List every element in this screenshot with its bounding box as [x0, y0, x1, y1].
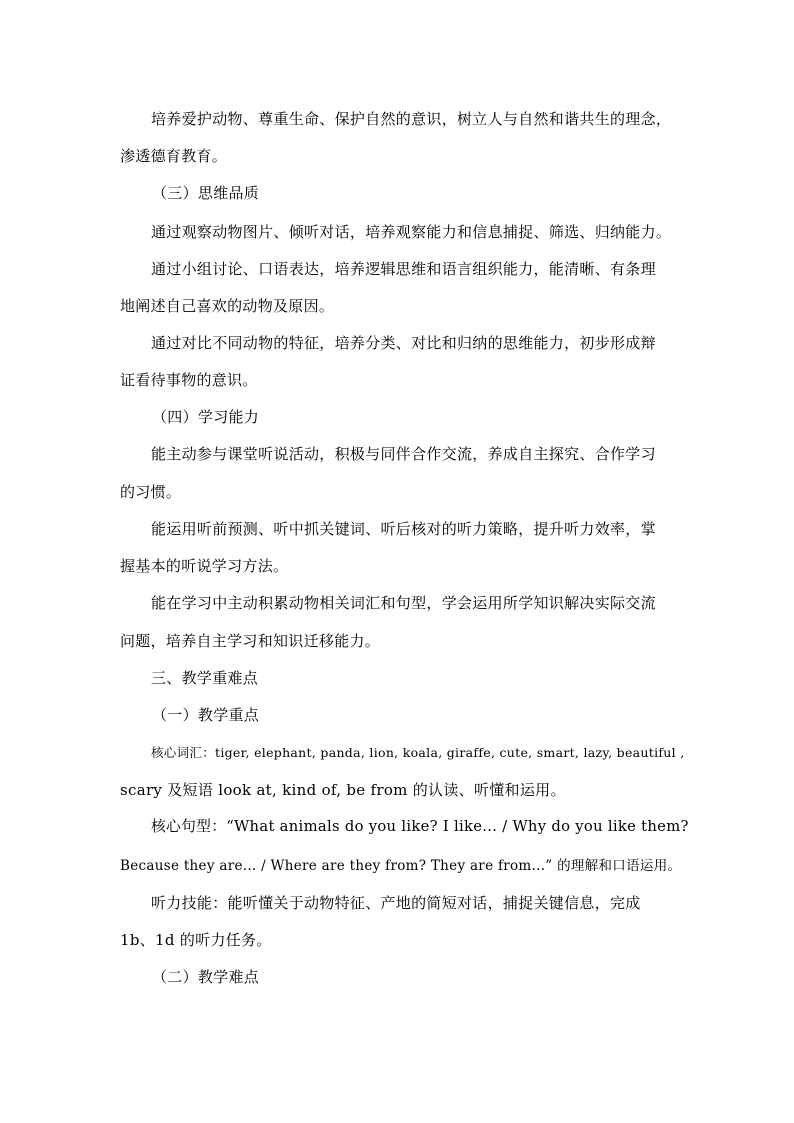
paragraph-line: 通过小组讨论、口语表达，培养逻辑思维和语言组织能力，能清晰、有条理 [151, 260, 656, 278]
section-heading: （三）思维品质 [152, 184, 260, 202]
section-heading: （一）教学重点 [152, 706, 260, 724]
paragraph-line: 听力技能：能听懂关于动物特征、产地的简短对话，捕捉关键信息，完成 [151, 894, 641, 912]
paragraph-line: 通过观察动物图片、倾听对话，培养观察能力和信息捕捉、筛选、归纳能力。 [151, 223, 672, 241]
chapter-heading: 三、教学重难点 [151, 669, 259, 687]
section-heading: （四）学习能力 [152, 408, 260, 426]
paragraph-line: 握基本的听说学习方法。 [120, 557, 289, 575]
section-heading: （二）教学难点 [152, 968, 260, 986]
paragraph-line: 核心词汇：tiger, elephant, panda, lion, koala, giraffe, cute, smart, lazy, beautiful , [151, 745, 685, 760]
paragraph-line: 1b、1d 的听力任务。 [120, 931, 272, 949]
paragraph-line: 渗透德育教育。 [120, 147, 228, 165]
paragraph-line: 问题，培养自主学习和知识迁移能力。 [120, 632, 381, 650]
paragraph-line: 培养爱护动物、尊重生命、保护自然的意识，树立人与自然和谐共生的理念， [151, 110, 672, 128]
paragraph-line: 地阐述自己喜欢的动物及原因。 [120, 297, 335, 315]
paragraph-line: scary 及短语 look at, kind of, be from 的认读、听懂和运用。 [120, 781, 566, 799]
paragraph-line: 证看待事物的意识。 [120, 371, 258, 389]
paragraph-line: 能在学习中主动积累动物相关词汇和句型，学会运用所学知识解决实际交流 [151, 594, 656, 612]
paragraph-line: 的习惯。 [120, 483, 182, 501]
paragraph-line: 能运用听前预测、听中抓关键词、听后核对的听力策略，提升听力效率，掌 [151, 520, 656, 538]
paragraph-line: 通过对比不同动物的特征，培养分类、对比和归纳的思维能力，初步形成辩 [151, 334, 656, 352]
paragraph-line: 能主动参与课堂听说活动，积极与同伴合作交流，养成自主探究、合作学习 [151, 445, 656, 463]
paragraph-line: 核心句型：“What animals do you like? I like... / Why do you like them? [151, 818, 689, 835]
paragraph-line: Because they are... / Where are they from? They are from...” 的理解和口语运用。 [120, 858, 682, 874]
